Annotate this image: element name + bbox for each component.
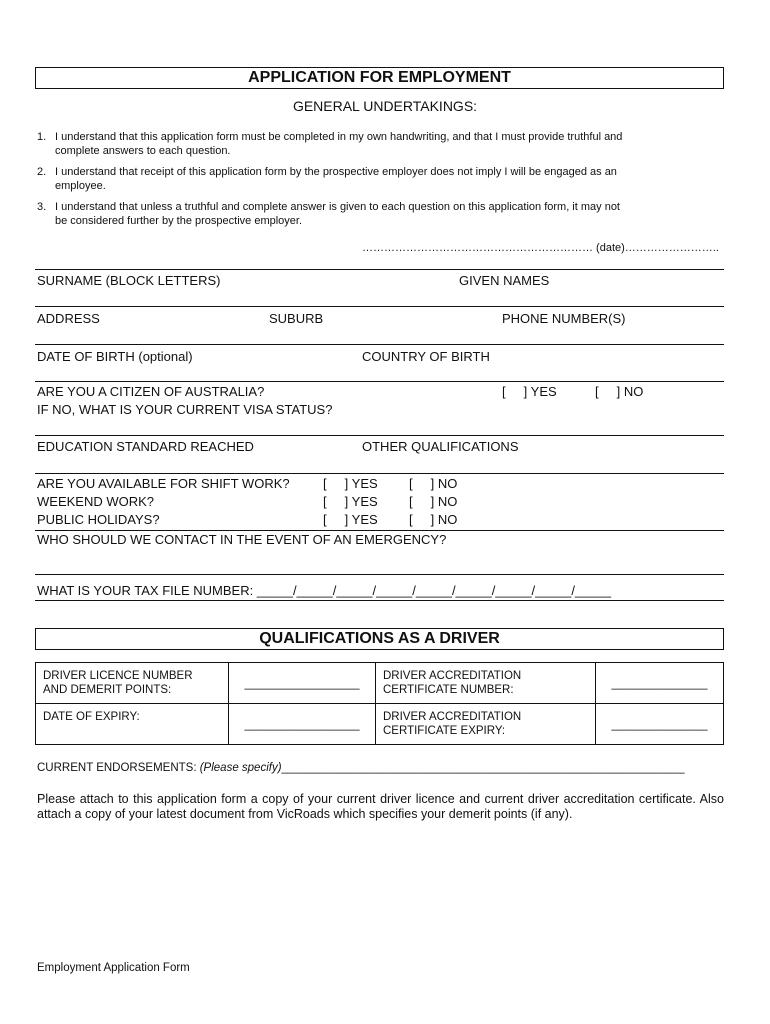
undertaking-line: complete answers to each question. <box>55 145 231 157</box>
given-names-label: GIVEN NAMES <box>459 273 550 288</box>
form-title: APPLICATION FOR EMPLOYMENT <box>35 67 724 89</box>
country-of-birth-label: COUNTRY OF BIRTH <box>362 349 490 364</box>
driver-section-title: QUALIFICATIONS AS A DRIVER <box>35 628 724 650</box>
endorsements-hint: (Please specify) <box>199 762 282 774</box>
shift-yes-checkbox[interactable]: [ ] YES <box>323 476 378 491</box>
divider <box>35 269 724 270</box>
driver-qualifications-table <box>35 662 724 745</box>
undertaking-line: I understand that unless a truthful and complete answer is given to each question on this application form, it may not <box>55 201 620 213</box>
date-signature-line[interactable]: ……………………………………………………… (date)…………………….. <box>362 242 719 254</box>
holidays-no-checkbox[interactable]: [ ] NO <box>409 512 458 527</box>
accreditation-number-input[interactable] <box>596 663 724 704</box>
cell-line: DRIVER ACCREDITATION <box>383 670 522 682</box>
undertaking-number: 2. <box>37 166 47 178</box>
blank-line: __________________ <box>244 678 360 690</box>
tax-file-number-field[interactable]: WHAT IS YOUR TAX FILE NUMBER: _____/_____/_____/_____/_____/_____/_____/_____/_____ <box>37 583 612 598</box>
endorsements-line: _______________________________________________________________ <box>281 762 685 774</box>
citizen-no-checkbox[interactable]: [ ] NO <box>595 384 644 399</box>
cell-line: DRIVER LICENCE NUMBER <box>43 670 193 682</box>
weekend-yes-checkbox[interactable]: [ ] YES <box>323 494 378 509</box>
other-qualifications-label: OTHER QUALIFICATIONS <box>362 439 519 454</box>
surname-entry-line[interactable] <box>35 306 724 307</box>
undertaking-number: 1. <box>37 131 47 143</box>
undertaking-text <box>55 165 725 193</box>
date-of-expiry-label <box>36 704 229 745</box>
blank-line: _______________ <box>611 678 708 690</box>
cell-line: CERTIFICATE EXPIRY: <box>383 725 506 737</box>
blank-line: _______________ <box>611 719 708 731</box>
address-entry-line[interactable] <box>35 344 724 345</box>
divider <box>35 530 724 531</box>
undertaking-line: be considered further by the prospective employer. <box>55 215 303 227</box>
table-row <box>36 704 724 745</box>
cell-line: DATE OF EXPIRY: <box>43 711 140 723</box>
education-label: EDUCATION STANDARD REACHED <box>37 439 254 454</box>
shift-no-checkbox[interactable]: [ ] NO <box>409 476 458 491</box>
undertaking-line: I understand that this application form must be completed in my own handwriting, and that I must provide truthful and <box>55 131 623 143</box>
address-label: ADDRESS <box>37 311 100 326</box>
emergency-contact-label: WHO SHOULD WE CONTACT IN THE EVENT OF AN EMERGENCY? <box>37 532 447 547</box>
licence-number-label <box>36 663 229 704</box>
divider <box>35 600 724 601</box>
attachment-note: Please attach to this application form a copy of your current driver licence and current driver accreditation certificate. Also attach a copy of your latest document from VicRoads which specifies your demerit points (if any). <box>37 792 724 821</box>
suburb-label: SUBURB <box>269 311 324 326</box>
licence-number-input[interactable] <box>229 663 376 704</box>
dob-entry-line[interactable] <box>35 381 724 382</box>
phone-label: PHONE NUMBER(S) <box>502 311 626 326</box>
undertaking-text <box>55 130 725 158</box>
date-of-expiry-input[interactable] <box>229 704 376 745</box>
shift-work-question: ARE YOU AVAILABLE FOR SHIFT WORK? <box>37 476 290 491</box>
cell-line: AND DEMERIT POINTS: <box>43 684 172 696</box>
endorsements-field[interactable] <box>37 762 684 774</box>
weekend-work-question: WEEKEND WORK? <box>37 494 155 509</box>
undertaking-text <box>55 200 725 228</box>
page-footer: Employment Application Form <box>37 962 190 974</box>
accreditation-expiry-input[interactable] <box>596 704 724 745</box>
visa-status-label: IF NO, WHAT IS YOUR CURRENT VISA STATUS? <box>37 402 333 417</box>
undertaking-number: 3. <box>37 201 47 213</box>
endorsements-label: CURRENT ENDORSEMENTS: <box>37 762 200 774</box>
public-holidays-question: PUBLIC HOLIDAYS? <box>37 512 160 527</box>
undertakings-heading: GENERAL UNDERTAKINGS: <box>292 98 478 114</box>
citizen-question: ARE YOU A CITIZEN OF AUSTRALIA? <box>37 384 265 399</box>
holidays-yes-checkbox[interactable]: [ ] YES <box>323 512 378 527</box>
blank-line: __________________ <box>244 719 360 731</box>
weekend-no-checkbox[interactable]: [ ] NO <box>409 494 458 509</box>
citizen-yes-checkbox[interactable]: [ ] YES <box>502 384 557 399</box>
surname-label: SURNAME (BLOCK LETTERS) <box>37 273 221 288</box>
cell-line: DRIVER ACCREDITATION <box>383 711 522 723</box>
cell-line: CERTIFICATE NUMBER: <box>383 684 514 696</box>
education-entry-line[interactable] <box>35 473 724 474</box>
accreditation-number-label <box>376 663 596 704</box>
undertaking-line: employee. <box>55 180 106 192</box>
table-row <box>36 663 724 704</box>
emergency-entry-line[interactable] <box>35 574 724 575</box>
visa-entry-line[interactable] <box>35 435 724 436</box>
undertaking-line: I understand that receipt of this application form by the prospective employer does not imply I will be engaged as an <box>55 166 617 178</box>
accreditation-expiry-label <box>376 704 596 745</box>
dob-label: DATE OF BIRTH (optional) <box>37 349 193 364</box>
